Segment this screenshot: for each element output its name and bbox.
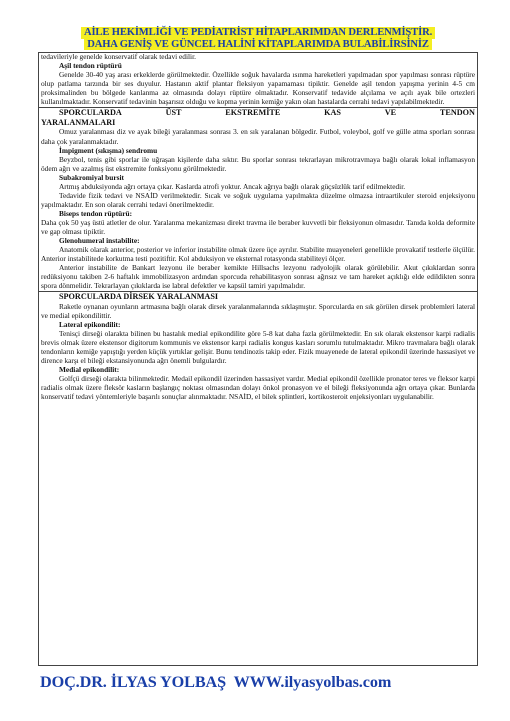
medial-epicondylitis-title: Medial epikondilit: [59,365,120,375]
glenohumeral-title: Glenohumeral instabilite: [59,236,140,246]
elbow-heading-text: SPORCULARDA DİRSEK YARALANMASI [59,292,219,302]
impingement-title: İmpigment (sıkışma) sendromu [59,145,158,155]
heading-word: VE [384,108,397,118]
biceps-paragraph: Daha çok 50 yaş üstü atletler de olur. Yaralanma mekanizması direkt travma ile beraber kuvvetli bir fleksiyonun olmasıdır. Tanıda kolda deformite ve gap olması tipiktir. [41,217,475,236]
intro-text: tedavileriyle genelde konservatif olarak tedavi edilir. [41,52,196,61]
heading-line-2: YARALANMALARI [41,117,116,127]
achilles-paragraph: Genelde 30-40 yaş arası erkeklerde görülmektedir. Özellikle soğuk havalarda ısınma hareketleri yapılmadan spor yapılması sonrası rüptüre olup patlama tarzında bir ses duyulur. Hastanın aktif plantar fleksiyon yapamaması tipiktir. Genelde aşil tendon yapışma yerinin 4-5 cm proksimalinden bu bölgede kanlanma az olmasında dolayı rüptüre olmaktadır. Konservatif tedavide alçılama ve açılı ayak bile ortezleri kullanılmaktadır. Konservatif tedavinin başarısız olduğu ve kopma yerinin kemiğe yakın olan hastalarda cerrahi tedavi yapılabilmektedir. [41,70,475,107]
subacromial-paragraph-2: Tedavide fizik tedavi ve NSAİD verilmektedir. Sıcak ve soğuk uygulama yapılmakta düzelme olmazsa intraartikuler steroid enjeksiyonu yapılmaktadır. En son olarak cerrahi tedavi önerilmektedir. [41,190,475,209]
header-banner [48,27,468,50]
medial-epicondylitis-paragraph: Golfçü dirseği olarakta bilinmektedir. Medail epikondil üzerinden hassasiyet vardır. Medial epikondil özellikle pronator teres ve fleksor karpi radialis olmak üzere fleksör kasların başlangıç noktası olmasından dolayı önkol pronasyon ve el bileği fleksiyonunda ağrı ortaya çıkar. Bunlarda konservatif tedavi yöntemleriyle başarılı sonuçlar alınmaktadır. NSAİD, el bilek splintleri, kortikosteroit enjeksiyonları uygulanabilir. [41,374,475,402]
banner-line-2: DAHA GENİŞ VE GÜNCEL HALİNİ KİTAPLARIMDA BULABİLİRSİNİZ [84,39,432,51]
banner-line-1: AİLE HEKİMLİĞİ VE PEDİATRİST HİTAPLARIMDAN DERLENMİŞTİR. [81,27,435,39]
footer-author-website: DOÇ.DR. İLYAS YOLBAŞ WWW.ilyasyolbas.com [40,673,392,691]
achilles-title: Aşil tendon rüptürü [59,61,122,71]
elbow-heading [38,291,478,302]
shoulder-paragraph: Omuz yaralanması diz ve ayak bileği yaralanması sonrası 3. en sık yaralanan bölgedir. Futbol, voleybol, golf ve gülle atma sporları sonrası daha çok yaralanmaktadır. [41,127,475,146]
subacromial-paragraph-1: Artmış abduksiyonda ağrı ortaya çıkar. Kaslarda atrofi yoktur. Ancak ağrıya bağlı olarak güçsüzlük tarif edilmektedir. [59,181,406,191]
heading-word: TENDON [439,108,475,118]
lateral-epicondylitis-paragraph: Tenisçi dirseği olarakta bilinen bu hastalık medial epikondilite göre 5-8 kat daha fazla görülmektedir. En sık olarak ekstensor karpi radialis brevis olmak üzere ekstensor digitorum kommunis ve ekstensor karpi radialis kongus kasları sorumlu tutulmaktadır. Mikro travmalara bağlı olarak tendonların kemiğe yapıştığı yerden küçük yırtıklar gelişir. Bunu tendinozis takip eder. Fizik muayenede de lateral epikondil üzerinde hassasiyet ve dirence karşı el bileği ekstansiyonunda ağrı önemli bulgulardır. [41,329,475,366]
subacromial-title: Subakromiyal bursit [59,172,124,182]
document-body [41,52,475,401]
glenohumeral-paragraph-1: Anatomik olarak anterior, posterior ve inferior instabilite olmak üzere üçe ayrılır. Stabilite muayeneleri genellikle provakatif testlerle ölçülür. Anterior instabilitede korkutma testi pozitiftir. Kol abduksiyon ve eksternal rotasyonda stabiliteyi ölçer. [41,245,475,264]
impingement-paragraph: Beyzbol, tenis gibi sporlar ile uğraşan kişilerde daha sıktır. Bu sporlar sonrası tekrarlayan mikrotravmaya bağlı olarak lokal inflamasyon ödem ağrı ve azalmış üst ekstremite fonksiyonu görülmektedir. [41,154,475,173]
elbow-paragraph: Raketle oynanan oyunların artmasına bağlı olarak dirsek yaralanmalarında sıklaşmıştır. Sporcularda en sık görülen dirsek problemleri lateral ve medial epikondilittir. [41,301,475,320]
upper-extremity-heading [38,107,478,127]
lateral-epicondylitis-title: Lateral epikondilit: [59,320,121,329]
heading-word: ÜST [165,108,182,118]
heading-word: SPORCULARDA [59,108,122,118]
biceps-title: Biseps tendon rüptürü: [59,208,133,218]
glenohumeral-paragraph-2: Anterior instabilite de Bankart lezyonu ile beraber kemikte Hillsachs lezyonu radyolojik olarak görülebilir. Akut çıkıklardan sonra redüksiyonu takiben 2-6 haftalık immobilizasyon ardından sporcuda rehabilitasyon sonrası ağrısız ve tam hareket açıklığı elde edildikten sonra spora dönmelidir. Tekrarlayan çıkıklarda ise labral defektler ve kapsül tamiri yapılmalıdır. [41,263,475,291]
heading-word: KAS [324,108,341,118]
heading-word: EKSTREMİTE [225,108,281,118]
